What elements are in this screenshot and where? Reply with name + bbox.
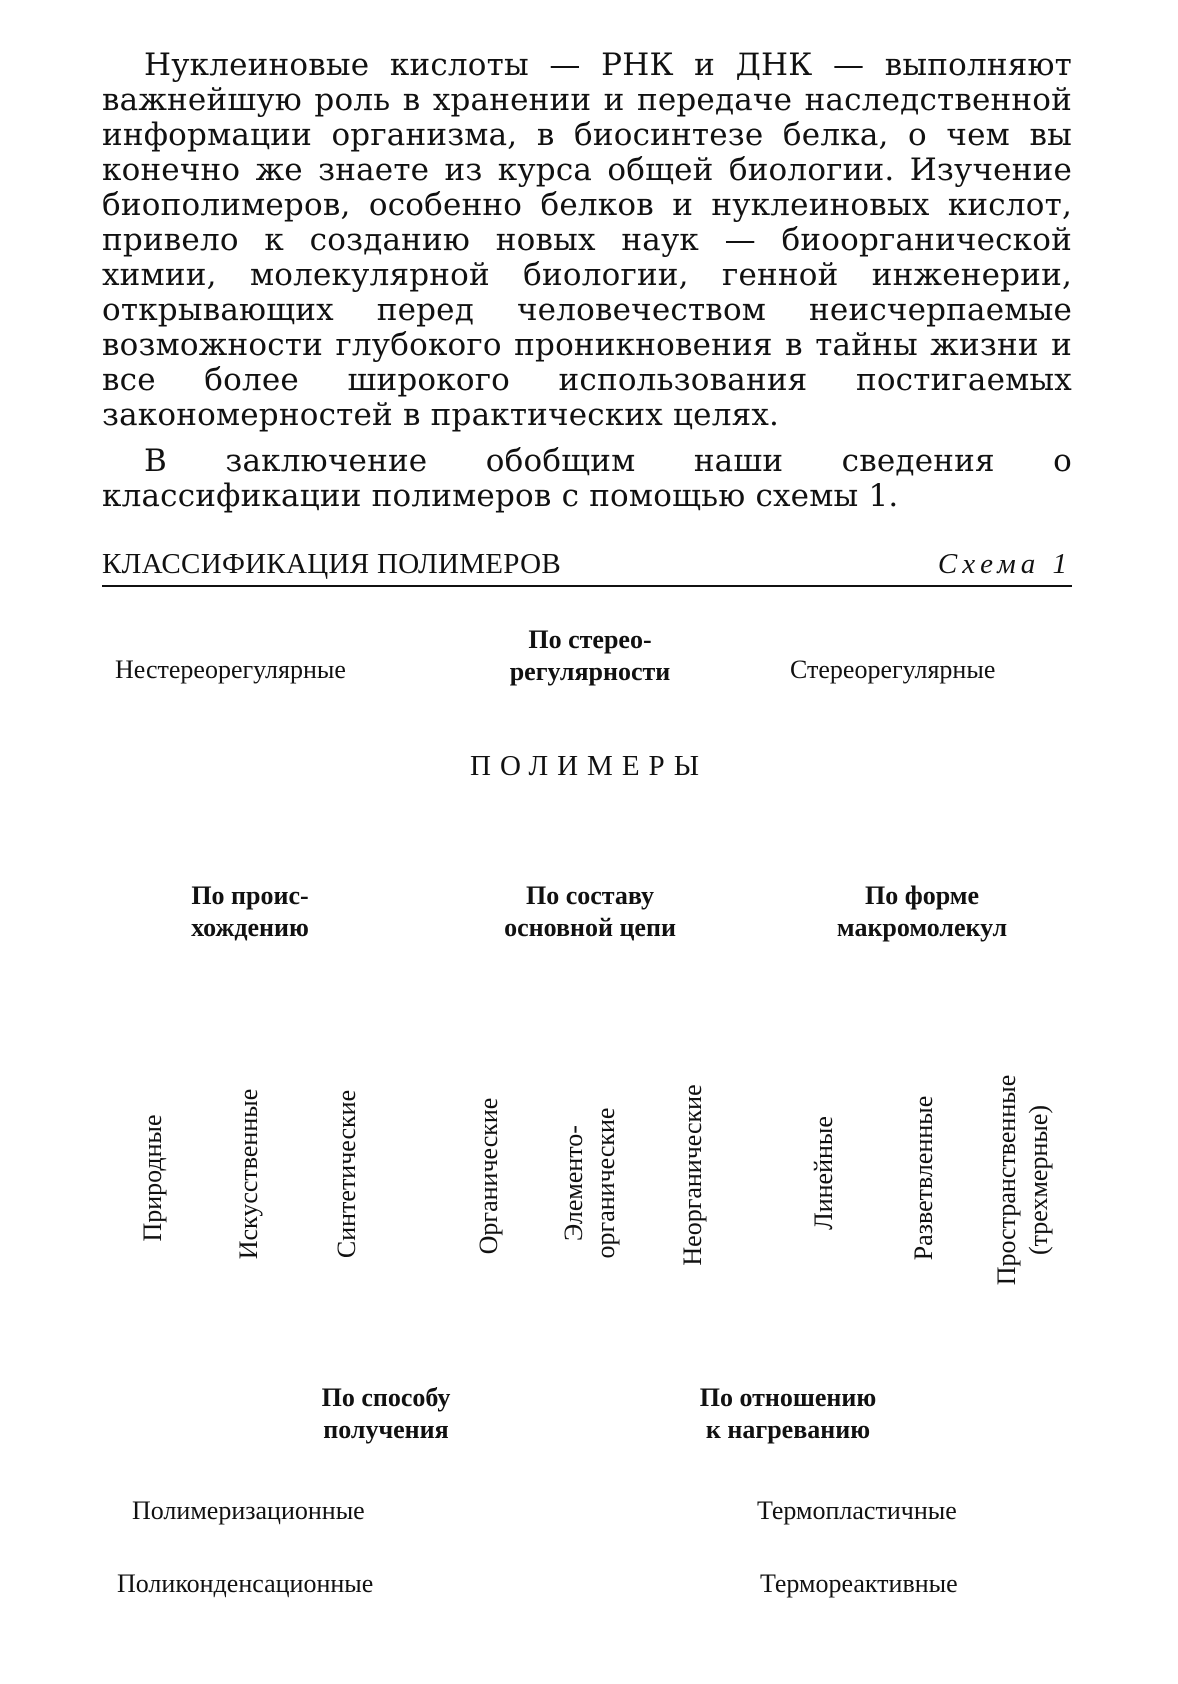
item-line: Элементо- [559, 1125, 588, 1241]
scheme-title-rule [102, 585, 1072, 587]
header-line: основной цепи [504, 913, 676, 942]
item-line: (трехмерные) [1024, 1104, 1053, 1256]
header-line: По составу [525, 881, 655, 910]
scheme-title: КЛАССИФИКАЦИЯ ПОЛИМЕРОВ [102, 548, 561, 580]
header-by-origin [191, 880, 309, 944]
header-by-heating [700, 1382, 876, 1446]
header-line: По отношению [699, 1383, 877, 1412]
item-line: органические [591, 1107, 620, 1259]
scheme-number: Схема 1 [937, 548, 1072, 580]
item-synthetic: Синтетические [332, 1089, 361, 1259]
item-spatial [991, 1075, 1055, 1286]
header-line: регулярности [509, 657, 671, 686]
item-thermoplastic: Термопластичные [757, 1496, 957, 1525]
item-polymerization: Полимеризационные [132, 1496, 365, 1525]
paragraph-conclusion: В заключение обобщим наши сведения о классификации полимеров с помощью схемы 1. [102, 443, 1072, 514]
header-line: получения [323, 1415, 449, 1444]
label-stereoregular: Стереорегулярные [790, 655, 996, 684]
header-line: По стерео- [528, 625, 652, 654]
header-by-macromolecule-shape [837, 880, 1007, 944]
header-line: По проис- [191, 881, 309, 910]
root-polymers: ПОЛИМЕРЫ [470, 750, 708, 782]
header-line: к нагреванию [705, 1415, 871, 1444]
paragraph-nucleic-acids: Нуклеиновые кислоты — РНК и ДНК — выполняют важнейшую роль в хранении и передаче наследственной информации организма, в биосинтезе белка, о чем вы конечно же знаете из курса общей биологии. Изучение биополимеров, особенно белков и нуклеиновых кислот, привело к созданию новых наук — биоорганической химии, молекулярной биологии, генной инженерии, открывающих перед человечеством неисчерпаемые возможности глубокого проникновения в тайны жизни и все более широкого использования постигаемых закономерностей в практических целях. [102, 47, 1072, 433]
header-by-production-method [322, 1382, 451, 1446]
item-polycondensation: Поликонденсационные [117, 1569, 374, 1598]
item-element-organic [558, 1108, 622, 1259]
item-thermosetting: Термореактивные [760, 1569, 958, 1598]
header-line: По форме [864, 881, 980, 910]
header-by-main-chain [504, 880, 676, 944]
header-line: По способу [321, 1383, 451, 1412]
item-organic: Органические [474, 1097, 503, 1255]
label-non-stereoregular: Нестереорегулярные [115, 655, 346, 684]
item-natural: Природные [138, 1114, 167, 1242]
item-line: Пространственные [992, 1074, 1021, 1286]
header-line: хождению [191, 913, 309, 942]
item-artificial: Искусственные [234, 1088, 263, 1260]
item-branched: Разветвленные [909, 1095, 938, 1261]
header-line: макромолекул [836, 913, 1008, 942]
item-inorganic: Неорганические [678, 1084, 707, 1266]
header-by-stereoregularity [510, 624, 671, 688]
item-linear: Линейные [809, 1116, 838, 1230]
